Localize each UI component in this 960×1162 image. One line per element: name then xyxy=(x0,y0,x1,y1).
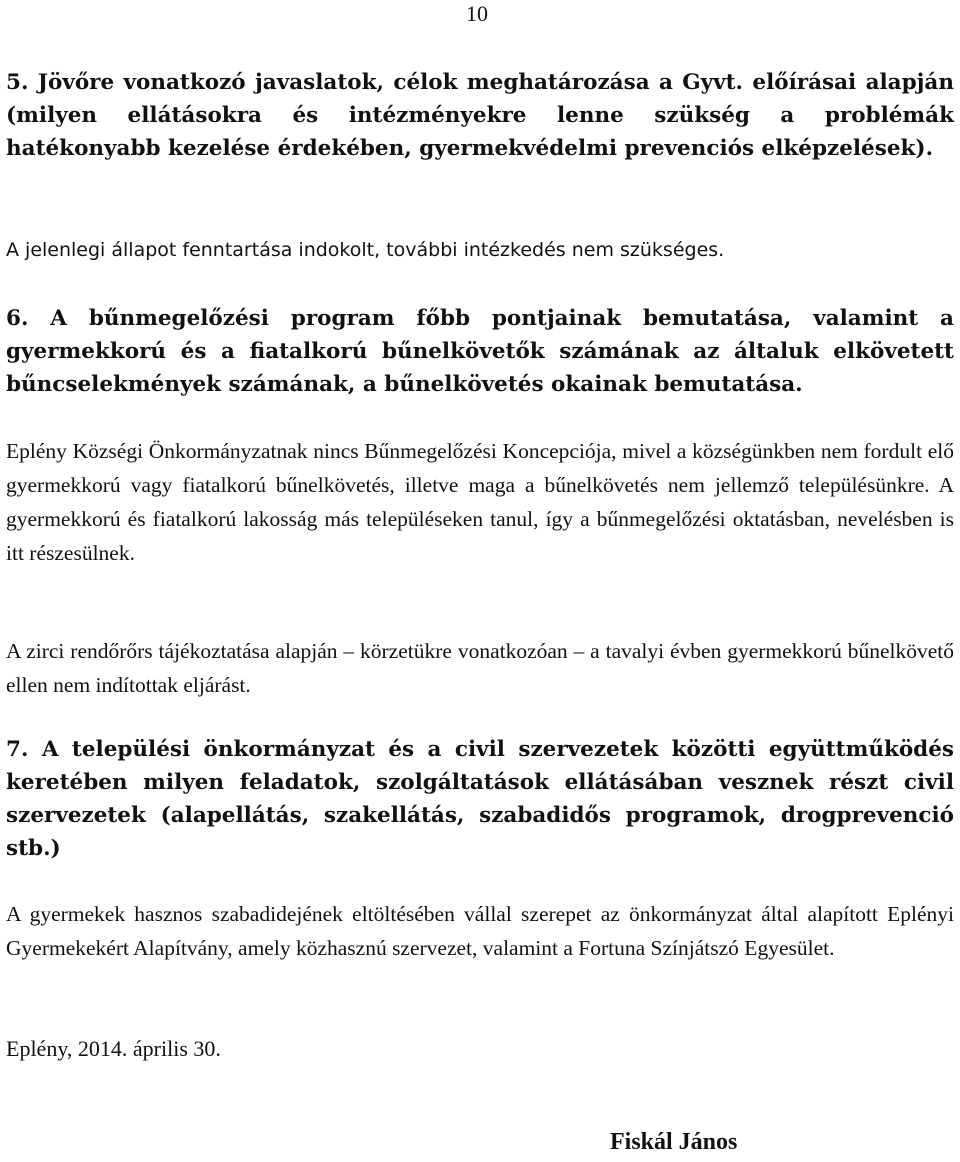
section-5-text: A jelenlegi állapot fenntartása indokolt, további intézkedés nem szükséges. xyxy=(6,239,725,261)
section-5-heading: 5. Jövőre vonatkozó javaslatok, célok meghatározása a Gyvt. előírásai alapján (milyen ellátásokra és intézményekre lenne szükség a problémák hatékonyabb kezelése érdekében, gyermekvédelmi prevenciós elképzelések). xyxy=(6,70,954,161)
page-number: 10 xyxy=(466,1,488,26)
signature-name: Fiskál János xyxy=(610,1129,738,1155)
section-7-paragraph-1: A gyermekek hasznos szabadidejének eltöltésében vállal szerepet az önkormányzat által alapított Eplényi Gyermekekért Alapítvány, amely közhasznú szervezet, valamint a Fortuna Színjátszó Egyesület. xyxy=(6,902,954,960)
section-6-paragraph-2: A zirci rendőrőrs tájékoztatása alapján – körzetükre vonatkozóan – a tavalyi évben gyermekkorú bűnelkövető ellen nem indítottak eljárást. xyxy=(6,639,954,697)
date-line: Eplény, 2014. április 30. xyxy=(6,1036,221,1061)
section-6-paragraph-1: Eplény Községi Önkormányzatnak nincs Bűnmegelőzési Koncepciója, mivel a községünkben nem fordult elő gyermekkorú vagy fiatalkorú bűnelkövetés, illetve maga a bűnelkövetés nem jellemző településünkre. A gyermekkorú és fiatalkorú lakosság más településeken tanul, így a bűnmegelőzési oktatásban, nevelésben is itt részesülnek. xyxy=(6,439,954,565)
section-6-heading: 6. A bűnmegelőzési program főbb pontjainak bemutatása, valamint a gyermekkorú és a fiatalkorú bűnelkövetők számának az általuk elkövetett bűncselekmények számának, a bűnelkövetés okainak bemutatása. xyxy=(6,306,954,397)
section-7-heading: 7. A települési önkormányzat és a civil szervezetek közötti együttműködés keretében milyen feladatok, szolgáltatások ellátásában vesznek részt civil szervezetek (alapellátás, szakellátás, szabadidős programok, drogprevenció stb.) xyxy=(6,737,954,861)
